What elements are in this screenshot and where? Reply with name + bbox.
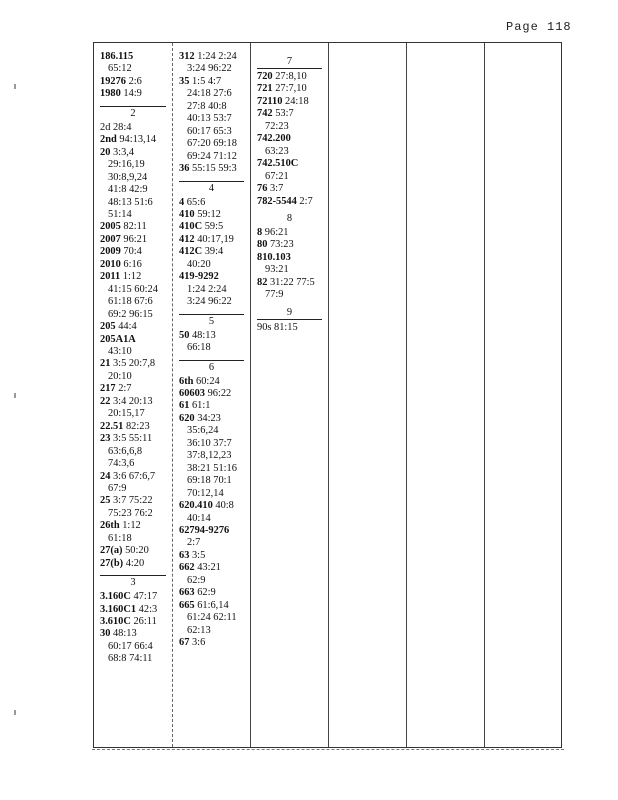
index-term: 3.160C <box>100 591 131 603</box>
section-header <box>179 312 244 328</box>
index-entry <box>100 383 172 395</box>
index-term: 665 <box>179 599 195 611</box>
index-entry <box>257 252 328 277</box>
index-refs: 3:7 <box>267 183 284 195</box>
section-header <box>179 358 244 374</box>
index-refs: 44:4 <box>115 321 137 333</box>
index-entry <box>179 637 250 649</box>
index-column-4 <box>328 43 406 747</box>
index-refs-continued: 72:23 <box>265 120 289 132</box>
index-refs: 73:23 <box>267 239 294 251</box>
index-refs: 2d 28:4 <box>100 121 132 133</box>
index-refs-continued: 35:6,24 <box>187 425 219 437</box>
index-term: 72110 <box>257 95 283 107</box>
index-term: 419-9292 <box>179 271 219 283</box>
index-term: 410 <box>179 208 195 220</box>
index-refs-continued: 60:17 66:4 <box>108 640 153 652</box>
index-refs: 70:4 <box>120 246 142 258</box>
index-refs-continued: 30:8,9,24 <box>108 171 148 183</box>
index-entry <box>179 400 250 412</box>
index-refs-continued: 69:18 70:1 <box>187 475 232 487</box>
index-entry <box>100 495 172 520</box>
index-refs: 2:6 <box>125 75 142 87</box>
section-rule <box>179 181 244 182</box>
index-term: 67 <box>179 637 190 649</box>
index-refs: 1:24 2:24 <box>194 51 237 62</box>
section-label: 6 <box>208 361 215 373</box>
index-entry <box>179 163 250 175</box>
index-refs-continued: 60:17 65:3 <box>187 125 232 137</box>
index-refs-continued: 62:13 <box>187 624 211 636</box>
section-label: 3 <box>130 577 136 589</box>
index-term: 21 <box>100 358 111 370</box>
index-entry <box>257 239 328 251</box>
index-entry <box>100 122 172 134</box>
section-label: 4 <box>208 182 215 194</box>
index-term: 22.51 <box>100 420 124 432</box>
index-term: 1980 <box>100 88 121 100</box>
index-refs-continued: 20:15,17 <box>108 408 145 420</box>
index-refs: 2:7 <box>296 195 313 207</box>
section-header <box>257 211 322 225</box>
index-term: 23 <box>100 433 111 445</box>
index-refs: 3:5 20:7,8 <box>110 358 156 370</box>
section-rule <box>100 575 166 576</box>
index-refs: 3:7 75:22 <box>110 495 153 507</box>
index-refs: 90s 81:15 <box>257 321 298 333</box>
section-rule <box>179 360 244 361</box>
index-refs-continued: 1:24 2:24 <box>187 283 227 295</box>
index-refs-continued: 20:10 <box>108 370 132 382</box>
index-refs-continued: 67:9 <box>108 482 127 494</box>
index-refs-continued: 51:14 <box>108 208 132 220</box>
index-entry <box>257 227 328 239</box>
index-refs-continued: 93:21 <box>265 264 289 276</box>
index-refs: 1:12 <box>119 520 141 532</box>
index-entry <box>100 271 172 321</box>
index-entry <box>179 562 250 587</box>
index-term: 620.410 <box>179 500 213 512</box>
index-entry <box>100 628 172 665</box>
index-refs: 4:20 <box>123 557 145 569</box>
index-refs-continued: 38:21 51:16 <box>187 462 237 474</box>
index-refs: 26:11 <box>130 616 157 628</box>
index-term: 63 <box>179 549 190 561</box>
index-term: 620 <box>179 412 195 424</box>
index-term: 410C <box>179 221 203 233</box>
index-entry <box>179 197 250 209</box>
section-label: 7 <box>257 56 322 69</box>
section-label: 9 <box>257 307 322 320</box>
index-refs-continued: 40:13 53:7 <box>187 113 232 125</box>
index-term: 3.160C1 <box>100 603 137 615</box>
index-refs-continued: 67:20 69:18 <box>187 138 237 150</box>
index-term: 2nd <box>100 134 117 146</box>
index-refs: 34:23 <box>194 412 221 424</box>
index-refs: 59:5 <box>202 221 224 233</box>
index-entry <box>179 413 250 500</box>
index-entry <box>257 322 328 334</box>
index-entry <box>257 83 328 95</box>
index-refs: 3:5 55:11 <box>110 433 153 445</box>
index-term: 2011 <box>100 271 121 283</box>
index-refs: 65:6 <box>184 196 206 208</box>
index-term: 19276 <box>100 75 126 87</box>
index-refs: 48:13 <box>189 329 216 341</box>
index-term: 742 <box>257 108 273 120</box>
index-entry <box>179 271 250 308</box>
index-refs: 1:5 4:7 <box>189 75 222 87</box>
index-term: 80 <box>257 239 268 251</box>
index-entry <box>179 600 250 637</box>
index-entry <box>100 591 172 603</box>
index-entry <box>100 396 172 421</box>
index-term: 27(b) <box>100 557 124 569</box>
index-entry <box>100 259 172 271</box>
index-entry <box>179 234 250 246</box>
section-rule <box>179 314 244 315</box>
index-entry <box>100 221 172 233</box>
index-column-6 <box>484 43 561 747</box>
index-entry <box>257 158 328 183</box>
scan-mark <box>14 84 16 89</box>
index-entry <box>179 388 250 400</box>
index-refs: 24:18 <box>282 95 309 107</box>
scan-mark <box>14 710 16 715</box>
index-entry <box>179 330 250 355</box>
index-entry <box>100 358 172 383</box>
index-column-3 <box>250 43 328 747</box>
index-refs-continued: 67:21 <box>265 170 289 182</box>
index-refs-continued: 66:18 <box>187 342 211 354</box>
index-refs-continued: 41:15 60:24 <box>108 283 158 295</box>
index-term: 742.510C <box>257 158 299 170</box>
index-term: 20 <box>100 146 111 158</box>
index-term: 312 <box>179 51 195 62</box>
index-entry <box>179 587 250 599</box>
index-refs-continued: 40:20 <box>187 258 211 270</box>
index-term: 8 <box>257 226 263 238</box>
index-refs-continued: 63:23 <box>265 145 289 157</box>
index-refs-continued: 77:9 <box>265 289 284 301</box>
index-refs: 62:9 <box>194 587 216 599</box>
index-column-1 <box>94 43 172 747</box>
index-term: 30 <box>100 628 111 640</box>
index-refs-continued: 43:10 <box>108 345 132 357</box>
index-term: 26th <box>100 520 120 532</box>
index-refs: 61:1 <box>189 400 211 412</box>
index-refs-continued: 63:6,6,8 <box>108 445 143 457</box>
index-entry <box>100 421 172 433</box>
index-refs: 1:12 <box>120 271 142 283</box>
index-refs-continued: 27:8 40:8 <box>187 100 227 112</box>
index-refs-continued: 74:3,6 <box>108 458 135 470</box>
index-refs-continued: 3:24 96:22 <box>187 63 232 75</box>
index-entry <box>100 76 172 88</box>
index-entry <box>100 246 172 258</box>
index-entry <box>179 376 250 388</box>
index-entry <box>100 471 172 496</box>
index-term: 205A1A <box>100 333 136 345</box>
index-term: 186.115 <box>100 51 134 62</box>
index-refs-continued: 36:10 37:7 <box>187 437 232 449</box>
index-entry <box>100 545 172 557</box>
index-term: 61 <box>179 400 190 412</box>
index-refs: 43:21 <box>194 562 221 574</box>
index-refs-continued: 61:24 62:11 <box>187 612 237 624</box>
index-entry <box>179 221 250 233</box>
index-refs-continued: 24:18 27:6 <box>187 88 232 100</box>
index-refs: 14:9 <box>120 88 142 100</box>
index-term: 6th <box>179 375 194 387</box>
index-refs-continued: 68:8 74:11 <box>108 653 153 665</box>
index-term: 412C <box>179 246 203 258</box>
index-refs-continued: 62:9 <box>187 574 206 586</box>
index-refs: 96:21 <box>120 233 148 245</box>
index-refs: 96:22 <box>204 387 232 399</box>
index-refs: 40:8 <box>212 500 234 512</box>
index-term: 720 <box>257 71 273 82</box>
index-entry <box>100 558 172 570</box>
index-entry <box>179 500 250 525</box>
index-refs: 48:13 <box>110 628 137 640</box>
section-header <box>257 305 322 320</box>
frame-bottom-rule <box>92 749 564 750</box>
index-entry <box>100 616 172 628</box>
index-term: 24 <box>100 470 111 482</box>
index-refs: 82:11 <box>120 221 147 233</box>
index-refs-continued: 41:8 42:9 <box>108 184 148 196</box>
index-refs: 82:23 <box>123 420 150 432</box>
index-entry <box>100 134 172 146</box>
index-term: 60603 <box>179 387 205 399</box>
index-entry <box>100 520 172 545</box>
section-label: 8 <box>286 212 293 224</box>
index-term: 742.200 <box>257 133 291 145</box>
section-header <box>257 54 322 69</box>
index-entry <box>179 550 250 562</box>
index-entry <box>179 209 250 221</box>
index-refs: 59:12 <box>194 208 221 220</box>
index-entry <box>100 88 172 100</box>
index-entry <box>257 108 328 133</box>
index-refs: 3:3,4 <box>110 146 135 158</box>
index-refs-continued: 48:13 51:6 <box>108 196 153 208</box>
index-refs: 3:4 20:13 <box>110 395 153 407</box>
section-header <box>100 573 166 589</box>
index-term: 662 <box>179 562 195 574</box>
index-term: 35 <box>179 75 190 87</box>
index-term: 205 <box>100 321 116 333</box>
section-header <box>179 179 244 195</box>
index-refs-continued: 40:14 <box>187 512 211 524</box>
scan-mark <box>14 393 16 398</box>
index-refs-continued: 61:18 <box>108 532 132 544</box>
index-entry <box>179 525 250 550</box>
index-refs-continued: 65:12 <box>108 63 132 75</box>
index-entry <box>257 183 328 195</box>
index-refs-continued: 70:12,14 <box>187 487 224 499</box>
index-refs-continued: 2:7 <box>187 537 201 549</box>
index-entry <box>100 604 172 616</box>
index-entry <box>257 71 328 83</box>
index-refs-continued: 29:16,19 <box>108 159 145 171</box>
index-entry <box>257 133 328 158</box>
index-entry <box>257 196 328 208</box>
index-term: 2007 <box>100 233 121 245</box>
index-entry <box>100 334 172 359</box>
index-refs-continued: 69:2 96:15 <box>108 308 153 320</box>
index-entry <box>100 433 172 470</box>
index-term: 25 <box>100 495 111 507</box>
index-term: 76 <box>257 183 268 195</box>
index-entry <box>179 246 250 271</box>
index-refs-continued: 75:23 76:2 <box>108 507 153 519</box>
index-refs-continued: 69:24 71:12 <box>187 150 237 162</box>
index-refs: 40:17,19 <box>194 233 234 245</box>
index-refs: 39:4 <box>202 246 224 258</box>
index-refs: 50:20 <box>122 545 149 557</box>
index-refs: 60:24 <box>193 375 220 387</box>
index-refs-continued: 3:24 96:22 <box>187 296 232 308</box>
index-term: 82 <box>257 276 268 288</box>
index-refs: 27:7,10 <box>272 83 307 95</box>
index-term: 50 <box>179 329 190 341</box>
index-term: 2009 <box>100 246 121 258</box>
index-term: 27(a) <box>100 545 123 557</box>
section-header <box>100 104 166 120</box>
index-term: 62794-9276 <box>179 524 230 536</box>
index-refs: 3:6 <box>189 637 206 649</box>
index-refs-continued: 37:8,12,23 <box>187 450 232 462</box>
index-entry <box>100 51 172 76</box>
index-refs: 61:6,14 <box>194 599 229 611</box>
index-refs: 3:5 <box>189 549 206 561</box>
index-entry <box>179 51 250 76</box>
index-term: 217 <box>100 383 116 395</box>
index-term: 2005 <box>100 221 121 233</box>
section-label: 5 <box>208 315 215 327</box>
index-entry <box>179 76 250 163</box>
index-column-2 <box>172 43 250 747</box>
index-term: 36 <box>179 163 190 175</box>
index-entry <box>257 277 328 302</box>
index-term: 810.103 <box>257 251 291 263</box>
section-label: 2 <box>130 107 136 119</box>
index-refs: 31:22 77:5 <box>267 276 315 288</box>
index-term: 782-5544 <box>257 195 297 207</box>
index-refs: 96:21 <box>262 226 289 238</box>
index-refs: 27:8,10 <box>272 71 307 82</box>
index-refs: 53:7 <box>272 108 294 120</box>
index-refs: 47:17 <box>130 591 158 603</box>
index-refs: 6:16 <box>120 258 142 270</box>
index-refs-continued: 61:18 67:6 <box>108 296 153 308</box>
page-number: Page 118 <box>506 20 572 34</box>
index-refs: 42:3 <box>136 603 158 615</box>
index-entry <box>100 321 172 333</box>
word-index-table <box>93 42 562 748</box>
index-term: 22 <box>100 395 111 407</box>
index-entry <box>100 147 172 222</box>
index-refs: 2:7 <box>115 383 132 395</box>
index-term: 663 <box>179 587 195 599</box>
index-term: 2010 <box>100 258 121 270</box>
section-rule <box>100 106 166 107</box>
index-term: 412 <box>179 233 195 245</box>
index-entry <box>257 96 328 108</box>
index-term: 721 <box>257 83 273 95</box>
index-entry <box>100 234 172 246</box>
index-term: 4 <box>179 196 185 208</box>
index-column-5 <box>406 43 484 747</box>
index-term: 3.610C <box>100 616 131 628</box>
index-refs: 94:13,14 <box>116 134 157 146</box>
index-refs: 55:15 59:3 <box>189 163 237 175</box>
index-refs: 3:6 67:6,7 <box>110 470 156 482</box>
